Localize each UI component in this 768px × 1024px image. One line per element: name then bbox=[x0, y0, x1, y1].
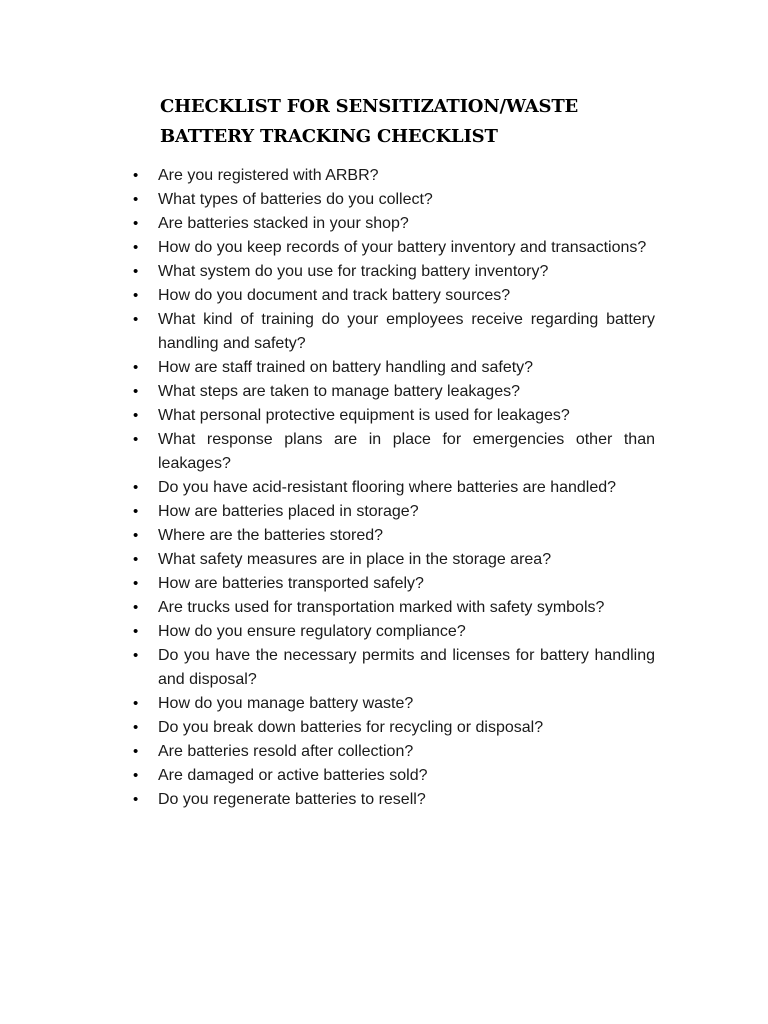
checklist-item bbox=[133, 212, 655, 236]
checklist-item bbox=[133, 260, 655, 284]
checklist-item-text: What steps are taken to manage battery leakages? bbox=[158, 383, 520, 400]
checklist-item bbox=[133, 164, 655, 188]
checklist-item bbox=[133, 404, 655, 428]
checklist-item-text: How are batteries transported safely? bbox=[158, 575, 424, 592]
checklist-item bbox=[133, 284, 655, 308]
checklist-item-text: Are you registered with ARBR? bbox=[158, 167, 379, 184]
checklist-item bbox=[133, 476, 655, 500]
bullet-icon: • bbox=[133, 383, 139, 400]
checklist-item-text: How do you document and track battery sources? bbox=[158, 287, 511, 304]
bullet-icon: • bbox=[133, 311, 139, 328]
checklist-item-text: Are damaged or active batteries sold? bbox=[158, 767, 428, 784]
checklist-item-text: Are trucks used for transportation marked with safety symbols? bbox=[158, 599, 605, 616]
bullet-icon: • bbox=[133, 359, 139, 376]
bullet-icon: • bbox=[133, 503, 139, 520]
checklist-item-text: Do you have acid-resistant flooring where batteries are handled? bbox=[158, 479, 617, 496]
checklist-item bbox=[133, 356, 655, 380]
bullet-icon: • bbox=[133, 647, 139, 664]
checklist-item bbox=[133, 644, 655, 692]
bullet-icon: • bbox=[133, 287, 139, 304]
checklist-item-text: What kind of training do your employees receive regarding battery handling and safety? bbox=[158, 311, 655, 352]
checklist-item bbox=[133, 236, 655, 260]
bullet-icon: • bbox=[133, 527, 139, 544]
bullet-icon: • bbox=[133, 479, 139, 496]
checklist-item bbox=[133, 500, 655, 524]
bullet-icon: • bbox=[133, 239, 139, 256]
bullet-icon: • bbox=[133, 191, 139, 208]
checklist-item-text: How are staff trained on battery handling and safety? bbox=[158, 359, 534, 376]
bullet-icon: • bbox=[133, 575, 139, 592]
checklist-item-text: What system do you use for tracking battery inventory? bbox=[158, 263, 549, 280]
checklist-item bbox=[133, 548, 655, 572]
bullet-icon: • bbox=[133, 431, 139, 448]
checklist-item-text: What safety measures are in place in the storage area? bbox=[158, 551, 552, 568]
bullet-icon: • bbox=[133, 599, 139, 616]
checklist-item-text: What response plans are in place for emergencies other than leakages? bbox=[158, 431, 655, 472]
bullet-icon: • bbox=[133, 719, 139, 736]
bullet-icon: • bbox=[133, 215, 139, 232]
checklist bbox=[133, 164, 655, 812]
bullet-icon: • bbox=[133, 791, 139, 808]
checklist-item bbox=[133, 764, 655, 788]
checklist-item-text: Where are the batteries stored? bbox=[158, 527, 384, 544]
checklist-item bbox=[133, 596, 655, 620]
checklist-item bbox=[133, 524, 655, 548]
bullet-icon: • bbox=[133, 743, 139, 760]
checklist-item bbox=[133, 716, 655, 740]
checklist-item bbox=[133, 692, 655, 716]
bullet-icon: • bbox=[133, 623, 139, 640]
checklist-item-text: Are batteries stacked in your shop? bbox=[158, 215, 409, 232]
checklist-item bbox=[133, 572, 655, 596]
checklist-item bbox=[133, 620, 655, 644]
checklist-item bbox=[133, 788, 655, 812]
checklist-item-text: What types of batteries do you collect? bbox=[158, 191, 433, 208]
checklist-item-text: Do you have the necessary permits and licenses for battery handling and disposal? bbox=[158, 647, 655, 688]
checklist-item-text: How do you manage battery waste? bbox=[158, 695, 414, 712]
bullet-icon: • bbox=[133, 263, 139, 280]
bullet-icon: • bbox=[133, 551, 139, 568]
checklist-item bbox=[133, 428, 655, 476]
checklist-item bbox=[133, 188, 655, 212]
checklist-item-text: Do you break down batteries for recycling or disposal? bbox=[158, 719, 544, 736]
page-title: CHECKLIST FOR SENSITIZATION/WASTE BATTERY TRACKING CHECKLIST bbox=[160, 96, 579, 147]
bullet-icon: • bbox=[133, 695, 139, 712]
bullet-icon: • bbox=[133, 407, 139, 424]
checklist-item bbox=[133, 740, 655, 764]
bullet-icon: • bbox=[133, 767, 139, 784]
checklist-item-text: How do you keep records of your battery inventory and transactions? bbox=[158, 239, 647, 256]
bullet-icon: • bbox=[133, 167, 139, 184]
checklist-item bbox=[133, 380, 655, 404]
checklist-item-text: How do you ensure regulatory compliance? bbox=[158, 623, 466, 640]
checklist-item-text: Do you regenerate batteries to resell? bbox=[158, 791, 426, 808]
checklist-item-text: How are batteries placed in storage? bbox=[158, 503, 419, 520]
checklist-item-text: Are batteries resold after collection? bbox=[158, 743, 414, 760]
checklist-item bbox=[133, 308, 655, 356]
checklist-item-text: What personal protective equipment is used for leakages? bbox=[158, 407, 570, 424]
